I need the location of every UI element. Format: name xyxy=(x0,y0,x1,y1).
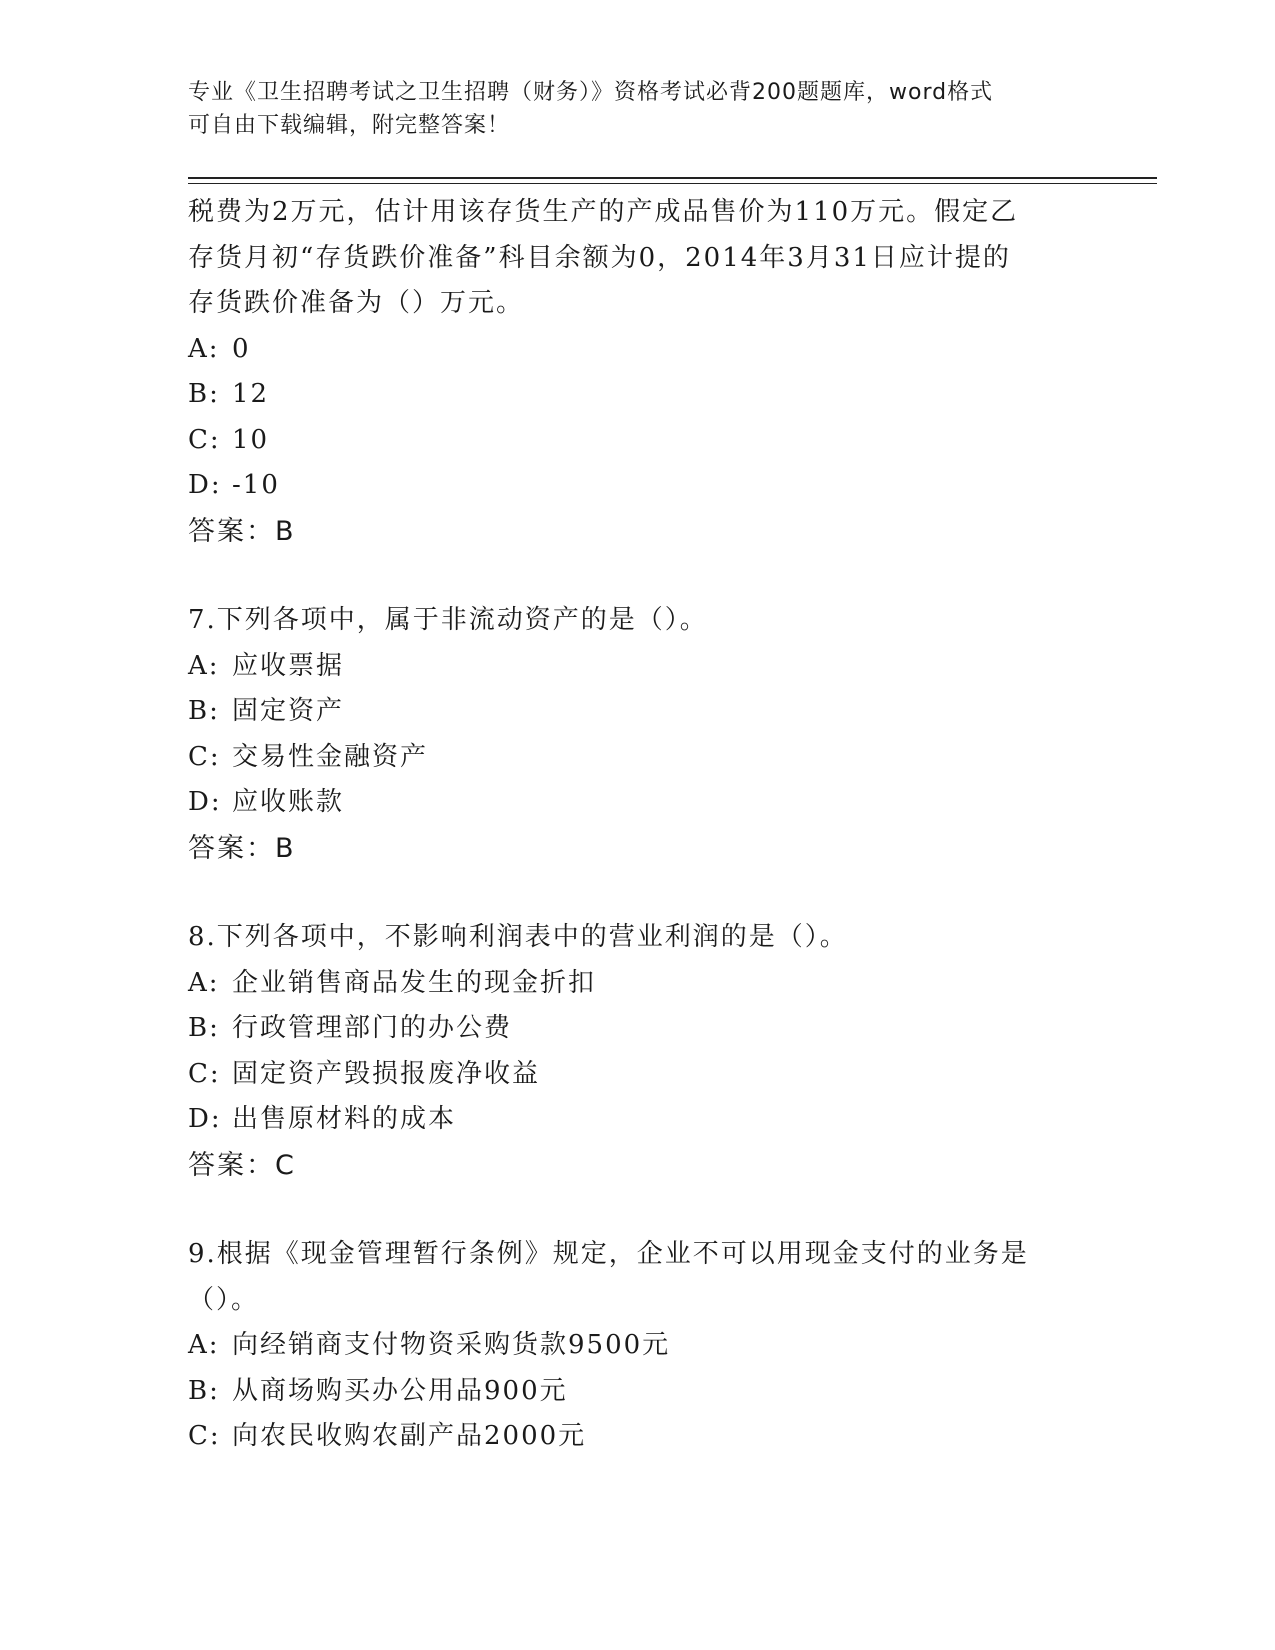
question-text-line: 8.下列各项中，不影响利润表中的营业利润的是（）。 xyxy=(188,922,848,952)
question-text-line: 税费为2万元，估计用该存货生产的产成品售价为110万元。假定乙 xyxy=(188,197,1019,227)
option-d xyxy=(188,463,1088,509)
question-text-line: 存货跌价准备为（）万元。 xyxy=(188,288,525,318)
header-line-2: 可自由下载编辑，附完整答案！ xyxy=(188,113,511,138)
option-letter: B: xyxy=(188,1013,220,1043)
question-7 xyxy=(188,598,1088,871)
spacer xyxy=(188,554,1088,598)
option-b xyxy=(188,1006,1088,1052)
question-text-line: （）。 xyxy=(188,1284,260,1315)
option-text: -10 xyxy=(232,470,280,500)
header-line-1: 专业《卫生招聘考试之卫生招聘（财务）》资格考试必背200题题库，word格式 xyxy=(188,80,994,105)
answer-label: 答案：B xyxy=(188,832,296,864)
question-text-line: 7.下列各项中，属于非流动资产的是（）。 xyxy=(188,605,708,635)
option-letter: A: xyxy=(188,1330,220,1360)
option-text: 交易性金融资产 xyxy=(232,741,429,772)
option-letter: D: xyxy=(188,470,222,500)
option-letter: C: xyxy=(188,424,221,455)
option-c xyxy=(188,735,1088,781)
option-b xyxy=(188,689,1088,735)
option-text: 固定资产毁损报废净收益 xyxy=(232,1058,541,1089)
option-a xyxy=(188,1323,1088,1369)
option-b xyxy=(188,1369,1088,1415)
option-letter: A: xyxy=(188,967,220,998)
option-a xyxy=(188,961,1088,1007)
option-text: 向经销商支付物资采购货款9500元 xyxy=(232,1330,671,1360)
option-c xyxy=(188,418,1088,464)
option-letter: C: xyxy=(188,1421,221,1451)
question-text-line: 存货月初“存货跌价准备”科目余额为0，2014年3月31日应计提的 xyxy=(188,242,1011,273)
option-text: 12 xyxy=(232,379,270,409)
header-divider-thin xyxy=(188,183,1157,184)
option-c xyxy=(188,1414,1088,1460)
question-content xyxy=(188,190,1088,1460)
option-text: 应收票据 xyxy=(232,650,345,681)
option-letter: A: xyxy=(188,650,220,681)
spacer xyxy=(188,871,1088,915)
spacer xyxy=(188,1188,1088,1232)
answer-label: 答案：B xyxy=(188,515,296,547)
option-text: 企业销售商品发生的现金折扣 xyxy=(232,967,597,998)
option-b xyxy=(188,372,1088,418)
option-letter: C: xyxy=(188,1058,221,1089)
question-9 xyxy=(188,1232,1088,1460)
option-text: 向农民收购农副产品2000元 xyxy=(232,1421,587,1451)
option-text: 从商场购买办公用品900元 xyxy=(232,1375,568,1406)
question-6 xyxy=(188,190,1088,554)
option-a xyxy=(188,644,1088,690)
question-8 xyxy=(188,915,1088,1188)
option-letter: A: xyxy=(188,333,220,364)
option-d xyxy=(188,1097,1088,1143)
option-text: 0 xyxy=(232,333,251,364)
option-letter: D: xyxy=(188,787,222,817)
answer-label: 答案：C xyxy=(188,1149,296,1181)
option-text: 行政管理部门的办公费 xyxy=(232,1013,513,1043)
question-text-line: 9.根据《现金管理暂行条例》规定，企业不可以用现金支付的业务是 xyxy=(188,1239,1029,1269)
option-letter: D: xyxy=(188,1104,222,1134)
header-divider-thick xyxy=(188,177,1157,179)
option-c xyxy=(188,1052,1088,1098)
option-a xyxy=(188,327,1088,373)
document-header xyxy=(188,76,1088,142)
option-text: 应收账款 xyxy=(232,787,345,817)
option-text: 10 xyxy=(232,424,270,455)
option-letter: B: xyxy=(188,379,220,409)
option-letter: B: xyxy=(188,696,220,726)
option-letter: C: xyxy=(188,741,221,772)
option-d xyxy=(188,780,1088,826)
option-text: 出售原材料的成本 xyxy=(232,1104,457,1134)
option-letter: B: xyxy=(188,1375,220,1406)
option-text: 固定资产 xyxy=(232,696,345,726)
